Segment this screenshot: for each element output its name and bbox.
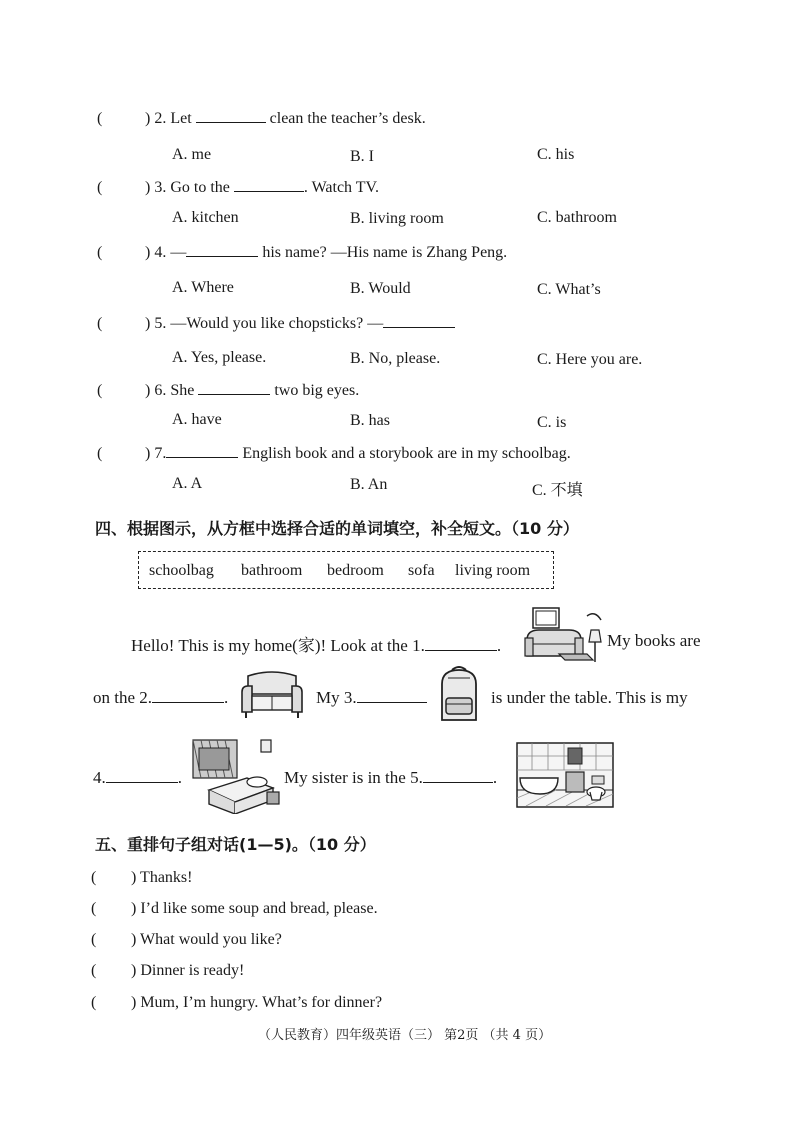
option-c[interactable]: C. bathroom bbox=[537, 209, 617, 226]
option-c[interactable]: C. Here you are. bbox=[537, 351, 643, 368]
option-a[interactable]: A. kitchen bbox=[172, 209, 239, 226]
sofa-icon bbox=[238, 668, 306, 722]
word-bank-item: sofa bbox=[408, 562, 435, 579]
option-b[interactable]: B. An bbox=[350, 476, 388, 493]
answer-paren[interactable]: ( bbox=[91, 994, 97, 1011]
passage-text: My books are bbox=[607, 631, 701, 650]
option-a[interactable]: A. Where bbox=[172, 279, 234, 296]
question-stem: ( ) 5. —Would you like chopsticks? — bbox=[97, 313, 455, 333]
answer-blank[interactable] bbox=[234, 177, 304, 192]
word-bank-item: schoolbag bbox=[149, 562, 214, 579]
reorder-item: ( ) Thanks! bbox=[91, 869, 193, 886]
option-a[interactable]: A. have bbox=[172, 411, 222, 428]
answer-paren[interactable]: ( bbox=[91, 900, 97, 917]
option-b[interactable]: B. living room bbox=[350, 210, 444, 227]
answer-blank[interactable] bbox=[383, 313, 455, 328]
word-bank bbox=[138, 551, 554, 589]
reorder-item: ( ) Dinner is ready! bbox=[91, 962, 245, 979]
question-stem: ( ) 3. Go to the . Watch TV. bbox=[97, 179, 380, 196]
option-c[interactable]: C. 不填 bbox=[532, 482, 583, 499]
passage-line-1: Hello! This is my home(家)! Look at the 1. . bbox=[131, 636, 502, 655]
option-b[interactable]: B. Would bbox=[350, 280, 411, 297]
question-stem: ( ) 4. — his name? —His name is Zhang Peng. bbox=[97, 244, 508, 261]
schoolbag-icon bbox=[434, 664, 484, 726]
option-a[interactable]: A. A bbox=[172, 475, 203, 492]
passage-line-2b: My 3. bbox=[316, 688, 427, 708]
blank-1[interactable] bbox=[425, 636, 497, 651]
blank-2[interactable] bbox=[152, 688, 224, 703]
answer-blank[interactable] bbox=[166, 443, 238, 458]
question-stem: ( ) 7. English book and a storybook are in my schoolbag. bbox=[97, 445, 571, 462]
option-c[interactable]: C. What’s bbox=[537, 281, 601, 298]
answer-blank[interactable] bbox=[186, 242, 258, 257]
word-bank-item: bedroom bbox=[327, 562, 384, 579]
option-b[interactable]: B. I bbox=[350, 148, 374, 165]
living-room-icon bbox=[521, 606, 605, 668]
answer-blank[interactable] bbox=[196, 108, 266, 123]
option-c[interactable]: C. his bbox=[537, 146, 575, 163]
passage-text: is under the table. This is my bbox=[491, 688, 688, 707]
option-b[interactable]: B. has bbox=[350, 412, 390, 429]
blank-4[interactable] bbox=[106, 768, 178, 783]
passage-line-3: 4. . bbox=[93, 768, 182, 787]
blank-5[interactable] bbox=[423, 768, 493, 783]
passage-line-3b: My sister is in the 5. . bbox=[284, 768, 498, 787]
question-stem: ( ) 2. Let clean the teacher’s desk. bbox=[97, 110, 426, 127]
word-bank-item: bathroom bbox=[241, 562, 303, 579]
answer-blank[interactable] bbox=[198, 380, 270, 395]
answer-paren[interactable]: ( bbox=[91, 962, 97, 979]
blank-3[interactable] bbox=[357, 688, 427, 703]
section-4-heading: 四、根据图示，从方框中选择合适的单词填空，补全短文。（10 分） bbox=[95, 519, 579, 538]
page-footer: （人民教育）四年级英语（三） 第2页 （共 4 页） bbox=[258, 1028, 552, 1043]
answer-paren[interactable]: ( bbox=[91, 931, 97, 948]
word-bank-item: living room bbox=[455, 562, 531, 579]
section-5-heading: 五、重排句子组对话(1—5)。（10 分） bbox=[95, 835, 376, 854]
answer-paren[interactable]: ( bbox=[91, 869, 97, 886]
passage-line-2: on the 2. . bbox=[93, 688, 229, 707]
option-a[interactable]: A. me bbox=[172, 146, 212, 163]
reorder-item: ( ) I’d like some soup and bread, please. bbox=[91, 900, 378, 917]
option-a[interactable]: A. Yes, please. bbox=[172, 349, 267, 366]
reorder-item: ( ) Mum, I’m hungry. What’s for dinner? bbox=[91, 994, 383, 1011]
question-stem: ( ) 6. She two big eyes. bbox=[97, 382, 360, 399]
bedroom-icon bbox=[191, 738, 281, 814]
option-c[interactable]: C. is bbox=[537, 414, 567, 431]
option-b[interactable]: B. No, please. bbox=[350, 350, 441, 367]
reorder-item: ( ) What would you like? bbox=[91, 931, 282, 948]
bathroom-icon bbox=[516, 742, 614, 808]
